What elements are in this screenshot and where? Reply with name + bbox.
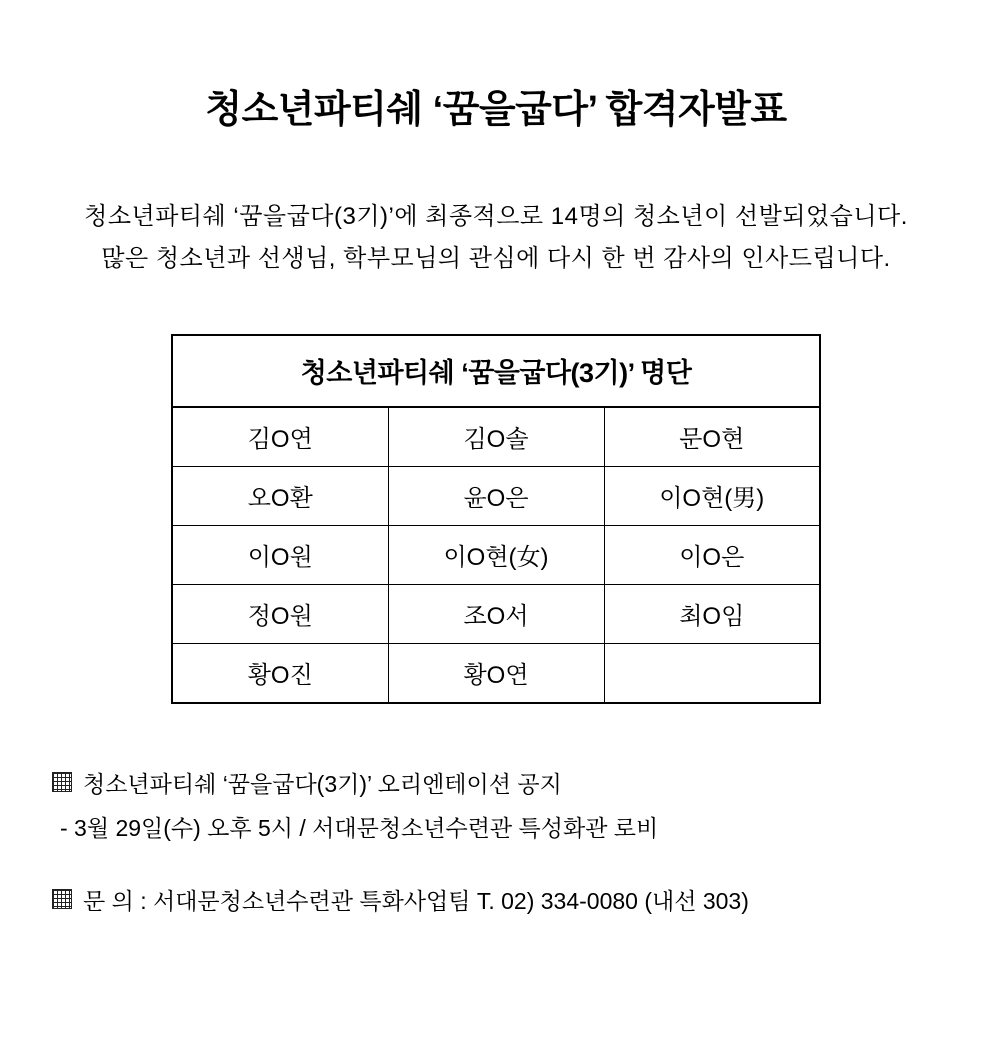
note-block-orientation xyxy=(52,766,992,848)
page-title: 청소년파티쉐 ‘꿈을굽다’ 합격자발표 xyxy=(205,89,787,131)
table-cell: 김O연 xyxy=(172,407,388,467)
table-cell: 정O원 xyxy=(172,584,388,643)
intro-line-2: 많은 청소년과 선생님, 학부모님의 관심에 다시 한 번 감사의 인사드립니다. xyxy=(101,244,891,272)
table-row xyxy=(172,407,820,467)
note-heading-text: 청소년파티쉐 ‘꿈을굽다(3기)’ 오리엔테이션 공지 xyxy=(83,770,562,797)
names-table-container xyxy=(171,334,821,704)
note-heading-text: 문 의 : 서대문청소년수련관 특화사업팀 T. 02) 334-0080 (내선 303) xyxy=(83,888,749,915)
table-cell: 오O환 xyxy=(172,466,388,525)
names-table xyxy=(171,334,821,704)
intro-line-1: 청소년파티쉐 ‘꿈을굽다(3기)’에 최종적으로 14명의 청소년이 선발되었습니다. xyxy=(84,202,908,230)
table-row xyxy=(172,643,820,703)
notes-section xyxy=(0,766,992,920)
note-heading-row xyxy=(52,883,992,920)
table-cell-empty xyxy=(604,643,820,703)
names-table-body xyxy=(172,407,820,703)
note-detail-text: - 3월 29일(수) 오후 5시 / 서대문청소년수련관 특성화관 로비 xyxy=(60,815,659,842)
table-row xyxy=(172,525,820,584)
intro-paragraph xyxy=(0,196,992,280)
table-cell: 김O솔 xyxy=(388,407,604,467)
names-table-caption: 청소년파티쉐 ‘꿈을굽다(3기)’ 명단 xyxy=(172,335,820,407)
table-cell: 윤O은 xyxy=(388,466,604,525)
grid-bullet-icon xyxy=(52,772,72,792)
table-cell: 이O현(女) xyxy=(388,525,604,584)
announcement-page xyxy=(0,88,992,1063)
grid-bullet-icon xyxy=(52,889,72,909)
note-heading-row xyxy=(52,766,992,803)
table-cell: 최O임 xyxy=(604,584,820,643)
note-block-contact xyxy=(52,883,992,920)
table-caption-row xyxy=(172,335,820,407)
table-row xyxy=(172,466,820,525)
table-cell: 황O진 xyxy=(172,643,388,703)
names-table-head xyxy=(172,335,820,407)
table-cell: 이O원 xyxy=(172,525,388,584)
table-cell: 이O현(男) xyxy=(604,466,820,525)
table-cell: 문O현 xyxy=(604,407,820,467)
table-cell: 조O서 xyxy=(388,584,604,643)
table-cell: 이O은 xyxy=(604,525,820,584)
table-cell: 황O연 xyxy=(388,643,604,703)
table-row xyxy=(172,584,820,643)
